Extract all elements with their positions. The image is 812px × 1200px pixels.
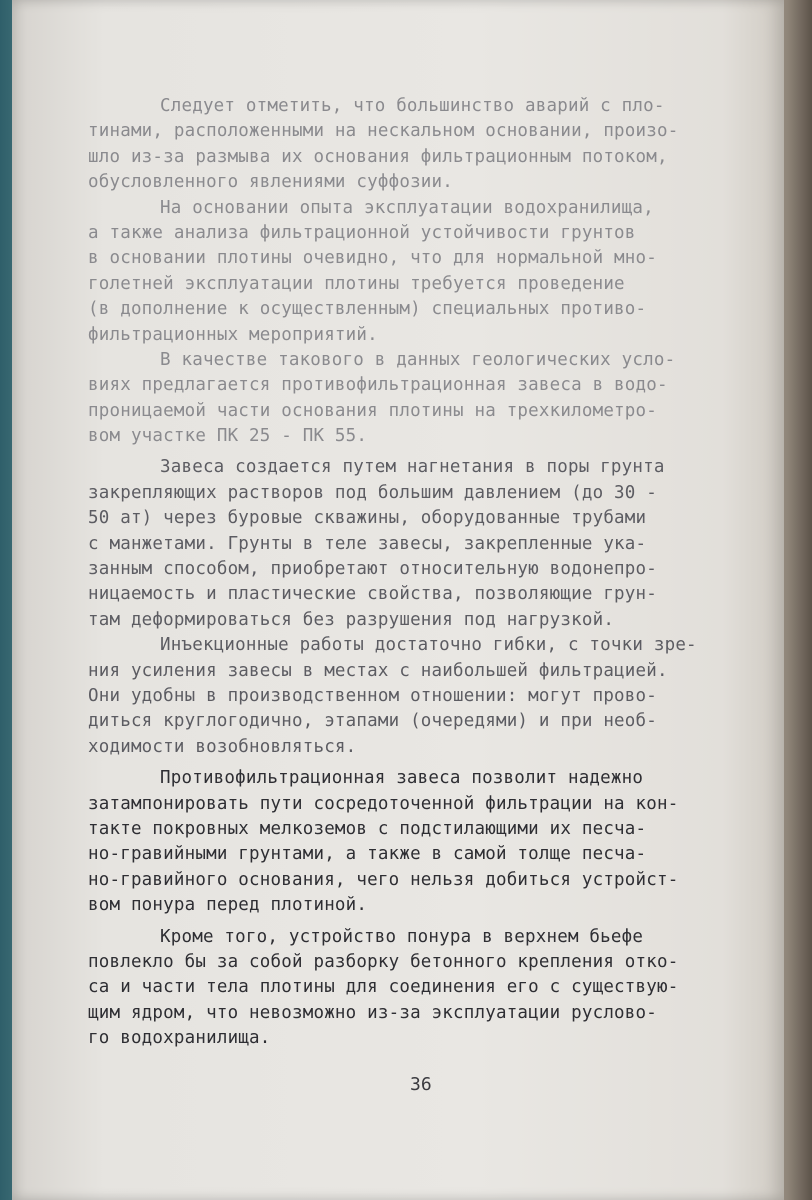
book-page bbox=[12, 0, 784, 1200]
text-line: Завеса создается путем нагнетания в поры грунта bbox=[160, 457, 665, 478]
text-line: Противофильтрационная завеса позволит надежно bbox=[160, 768, 644, 789]
text-line: вом понура перед плотиной. bbox=[88, 895, 368, 916]
text-line: в основании плотины очевидно, что для нормальной мно- bbox=[88, 248, 658, 269]
paragraph-5 bbox=[88, 633, 778, 760]
text-line: с манжетами. Грунты в теле завесы, закрепленные ука- bbox=[88, 533, 647, 554]
text-line: проницаемой части основания плотины на трехкилометро- bbox=[88, 400, 658, 421]
text-line: а также анализа фильтрационной устойчивости грунтов bbox=[88, 222, 636, 243]
text-line: виях предлагается противофильтрационная завеса в водо- bbox=[88, 375, 668, 396]
text-line: голетней эксплуатации плотины требуется проведение bbox=[88, 273, 625, 294]
text-line: 50 ат) через буровые скважины, оборудованные трубами bbox=[88, 508, 647, 529]
paragraph-3 bbox=[88, 348, 778, 450]
text-line: но-гравийного основания, чего нельзя добиться устройст- bbox=[88, 869, 679, 890]
text-line: ния усиления завесы в местах с наибольшей фильтрацией. bbox=[88, 660, 668, 681]
text-line: Следует отметить, что большинство аварий с пло- bbox=[160, 96, 665, 116]
text-line: тинами, расположенными на нескальном основании, произо- bbox=[88, 121, 679, 142]
text-line: занным способом, приобретают относительную водонепро- bbox=[88, 559, 658, 580]
text-line: закрепляющих растворов под большим давлением (до 30 - bbox=[88, 482, 658, 503]
page-number: 36 bbox=[410, 1074, 432, 1095]
text-line: ницаемость и пластические свойства, позволяющие грун- bbox=[88, 584, 658, 605]
paragraph-2 bbox=[88, 196, 778, 348]
text-line: (в дополнение к осуществленным) специальных противо- bbox=[88, 299, 647, 320]
paragraph-4 bbox=[88, 455, 778, 633]
paragraph-1 bbox=[88, 94, 778, 196]
text-line: го водохранилища. bbox=[88, 1028, 271, 1049]
text-line: На основании опыта эксплуатации водохранилища, bbox=[160, 197, 654, 218]
text-line: диться круглогодично, этапами (очередями) и при необ- bbox=[88, 711, 658, 732]
text-line: обусловленного явлениями суффозии. bbox=[88, 172, 454, 193]
text-line: ходимости возобновляться. bbox=[88, 736, 357, 757]
text-line: Инъекционные работы достаточно гибки, с точки зре- bbox=[160, 635, 697, 656]
text-line: Кроме того, устройство понура в верхнем бьефе bbox=[160, 926, 644, 947]
text-line: щим ядром, что невозможно из-за эксплуатации руслово- bbox=[88, 1002, 658, 1023]
text-line: повлекло бы за собой разборку бетонного крепления отко- bbox=[88, 951, 679, 972]
text-line: но-гравийными грунтами, а также в самой толще песча- bbox=[88, 844, 647, 865]
page-body bbox=[88, 94, 778, 1051]
text-line: Они удобны в производственном отношении: могут прово- bbox=[88, 685, 658, 706]
text-line: шло из-за размыва их основания фильтрационным потоком, bbox=[88, 146, 668, 167]
text-line: са и части тела плотины для соединения его с существую- bbox=[88, 977, 679, 998]
text-line: такте покровных мелкоземов с подстилающими их песча- bbox=[88, 818, 647, 839]
text-line: вом участке ПК 25 - ПК 55. bbox=[88, 426, 368, 447]
text-line: там деформироваться без разрушения под нагрузкой. bbox=[88, 609, 615, 630]
paragraph-7 bbox=[88, 925, 778, 1052]
text-line: В качестве такового в данных геологических усло- bbox=[160, 349, 676, 370]
text-line: затампонировать пути сосредоточенной фильтрации на кон- bbox=[88, 793, 679, 814]
text-line: фильтрационных мероприятий. bbox=[88, 324, 378, 345]
paragraph-6 bbox=[88, 766, 778, 918]
